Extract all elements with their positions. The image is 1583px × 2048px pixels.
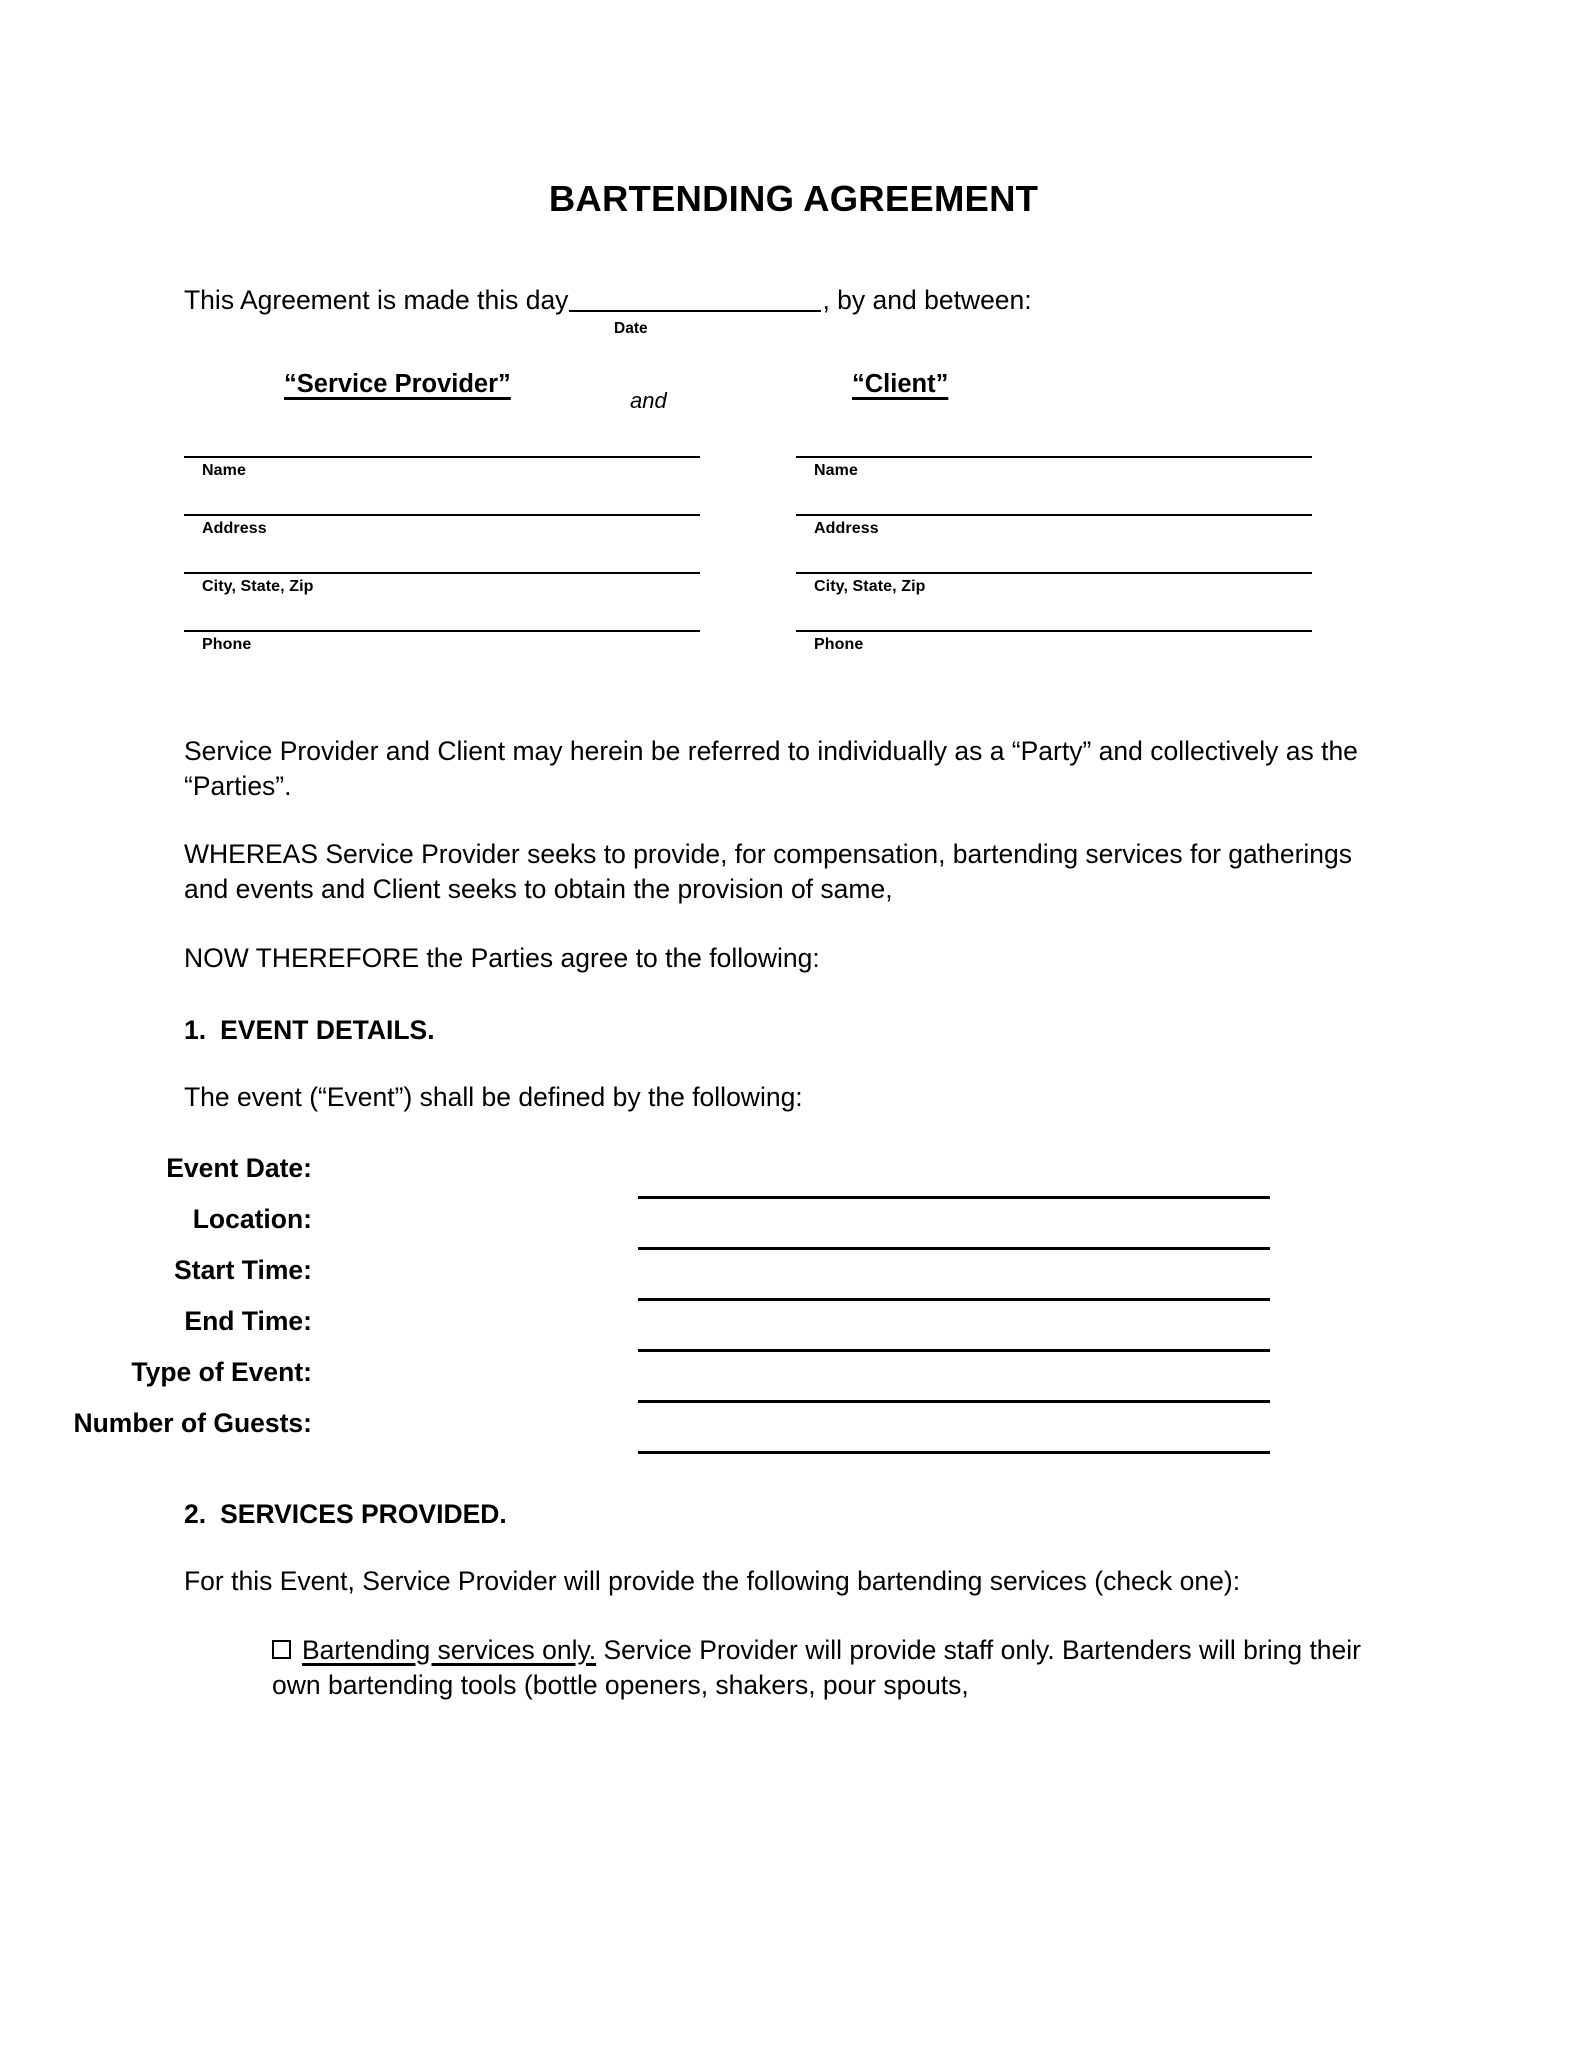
sp-city-state-zip-rule: [184, 572, 700, 574]
client-name-field[interactable]: [796, 456, 1312, 514]
sp-address-rule: [184, 514, 700, 516]
section-2-heading: [184, 1499, 1403, 1530]
sp-phone-label: Phone: [202, 635, 252, 653]
event-date-label: Event Date:: [166, 1153, 312, 1184]
event-start-time-label: Start Time:: [174, 1255, 312, 1286]
client-city-state-zip-label: City, State, Zip: [814, 577, 926, 595]
now-therefore-paragraph: NOW THEREFORE the Parties agree to the following:: [184, 942, 820, 973]
service-provider-heading: “Service Provider”: [284, 369, 511, 398]
event-type-label: Type of Event:: [131, 1357, 312, 1388]
event-location-label: Location:: [192, 1204, 312, 1235]
event-end-time-rule[interactable]: [638, 1349, 1270, 1352]
client-address-rule: [796, 514, 1312, 516]
intro-text-before: This Agreement is made this day: [184, 285, 569, 315]
event-start-time-row[interactable]: [174, 1255, 1403, 1306]
event-details-lead-in: The event (“Event”) shall be defined by the following:: [184, 1082, 803, 1113]
service-provider-column: [184, 456, 700, 688]
sp-address-field[interactable]: [184, 514, 700, 572]
client-phone-rule: [796, 630, 1312, 632]
option-1-lead: Bartending services only.: [302, 1634, 597, 1665]
sp-name-label: Name: [202, 461, 246, 479]
event-end-time-row[interactable]: [184, 1306, 1403, 1357]
event-type-rule[interactable]: [638, 1400, 1270, 1403]
client-name-rule: [796, 456, 1312, 458]
event-type-row[interactable]: [131, 1357, 1403, 1408]
sp-city-state-zip-label: City, State, Zip: [202, 577, 314, 595]
whereas-paragraph: WHEREAS Service Provider seeks to provide, for compensation, bartending services for gatherings and events and Client seeks to obtain the provision of same,: [184, 839, 1353, 905]
event-date-row[interactable]: [166, 1153, 1403, 1204]
client-heading: “Client”: [852, 369, 949, 398]
sp-city-state-zip-field[interactable]: [184, 572, 700, 630]
party-headings: [184, 370, 1403, 418]
client-phone-label: Phone: [814, 635, 864, 653]
intro-text-after: , by and between:: [822, 285, 1032, 315]
client-city-state-zip-rule: [796, 572, 1312, 574]
services-option-bartending-only[interactable]: [272, 1633, 1402, 1702]
client-city-state-zip-field[interactable]: [796, 572, 1312, 630]
date-sublabel: Date: [614, 319, 648, 337]
event-date-rule[interactable]: [638, 1196, 1270, 1199]
event-location-row[interactable]: [184, 1204, 1403, 1255]
sp-phone-field[interactable]: [184, 630, 700, 688]
event-start-time-rule[interactable]: [638, 1298, 1270, 1301]
and-conjunction: and: [630, 387, 667, 413]
section-1-title: EVENT DETAILS.: [220, 1015, 435, 1046]
section-2-title: SERVICES PROVIDED.: [220, 1499, 507, 1530]
checkbox-icon[interactable]: [272, 1640, 291, 1659]
event-guests-row[interactable]: [73, 1408, 1403, 1459]
event-guests-label: Number of Guests:: [73, 1408, 312, 1439]
event-guests-rule[interactable]: [638, 1451, 1270, 1454]
date-sublabel-wrap: [184, 320, 1403, 340]
option-1-rest: Service Provider will provide staff only. Bartenders will bring their own bartending tools (bottle openers, shakers, pour spouts,: [272, 1634, 1361, 1700]
client-address-label: Address: [814, 519, 879, 537]
client-phone-field[interactable]: [796, 630, 1312, 688]
services-provided-lead-in: For this Event, Service Provider will provide the following bartending services (check one):: [184, 1566, 1241, 1597]
section-1-heading: [184, 1015, 1403, 1046]
section-2-number: 2.: [184, 1499, 207, 1530]
party-information-block: [184, 456, 1403, 688]
sp-address-label: Address: [202, 519, 267, 537]
agreement-date-line: [184, 284, 1403, 318]
sp-phone-rule: [184, 630, 700, 632]
event-details-fields: [73, 1153, 1403, 1459]
date-blank-field[interactable]: [569, 310, 821, 312]
event-location-rule[interactable]: [638, 1247, 1270, 1250]
section-1-number: 1.: [184, 1015, 207, 1046]
sp-name-field[interactable]: [184, 456, 700, 514]
client-column: [796, 456, 1312, 688]
page-title: BARTENDING AGREEMENT: [548, 178, 1039, 219]
client-name-label: Name: [814, 461, 858, 479]
client-address-field[interactable]: [796, 514, 1312, 572]
sp-name-rule: [184, 456, 700, 458]
parties-definition-paragraph: Service Provider and Client may herein be referred to individually as a “Party” and collectively as the “Parties”.: [184, 735, 1358, 801]
event-end-time-label: End Time:: [184, 1306, 312, 1337]
